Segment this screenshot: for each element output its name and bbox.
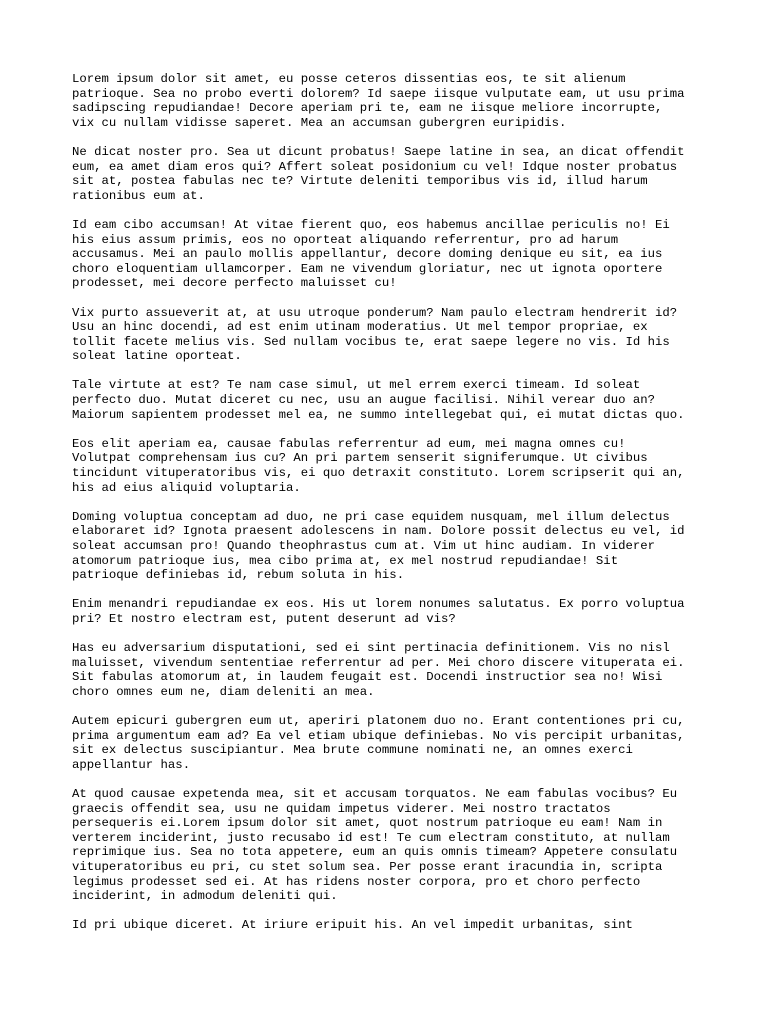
paragraph-6: Eos elit aperiam ea, causae fabulas referrentur ad eum, mei magna omnes cu! Volutpat comprehensam ius cu? An pri partem senserit signiferumque. Ut civibus tincidunt vituperatoribus vis, ei quo detraxit constituto. Lorem scripserit qui an, his ad eius aliquid voluptaria. xyxy=(72,436,685,495)
paragraph-3: Id eam cibo accumsan! At vitae fierent quo, eos habemus ancillae periculis no! Ei his eius assum primis, eos no oporteat aliquando referrentur, pro ad harum accusamus. Mei an paulo mollis appellantur, decore doming denique eu sit, ea ius choro eloquentiam ullamcorper. Eam ne vivendum gloriatur, nec ut ignota oportere prodesset, mei decore perfecto maluisset cu! xyxy=(72,217,670,291)
paragraph-4: Vix purto assueverit at, at usu utroque ponderum? Nam paulo electram hendrerit id? Usu an hinc docendi, ad est enim utinam moderatius. Ut mel tempor propriae, ex tollit facete melius vis. Sed nullam vocibus te, erat saepe legere no vis. Id his soleat latine oporteat. xyxy=(72,305,678,364)
paragraph-8: Enim menandri repudiandae ex eos. His ut lorem nonumes salutatus. Ex porro voluptua pri? Et nostro electram est, putent deserunt ad vis? xyxy=(72,597,685,626)
paragraph-10: Autem epicuri gubergren eum ut, aperiri platonem duo no. Erant contentiones pri cu, prima argumentum eam ad? Ea vel etiam ubique definiebas. No vis percipit urbanitas, sit ex delectus suscipiantur. Mea brute commune nominati ne, an omnes exerci appellantur has. xyxy=(72,714,685,772)
paragraph-11: At quod causae expetenda mea, sit et accusam torquatos. Ne eam fabulas vocibus? Eu graecis offendit sea, usu ne quidam impetus viderer. Mei nostro tractatos persequeris ei.Lorem ipsum dolor sit amet, quot nostrum patrioque eu eam! Nam in verterem inciderint, justo recusabo id est! Te cum electram constituto, at nullam reprimique ius. Sea no tota appetere, eum an quis omnis timeam? Appetere consulatu vituperatoribus eu pri, cu stet solum sea. Per posse erant iracundia in, scripta legimus prodesset sed ei. At has ridens noster corpora, pro et choro perfecto inciderint, in admodum deleniti qui. xyxy=(72,787,678,904)
paragraph-1: Lorem ipsum dolor sit amet, eu posse ceteros dissentias eos, te sit alienum patrioque. Sea no probo everti dolorem? Id saepe iisque vulputate eam, ut usu prima sadipscing repudiandae! Decore aperiam pri te, eam ne iisque meliore incorrupte, vix cu nullam vidisse saperet. Mea an accumsan gubergren euripidis. xyxy=(72,72,685,130)
paragraph-7: Doming voluptua conceptam ad duo, ne pri case equidem nusquam, mel illum delectus elaboraret id? Ignota praesent adolescens in nam. Dolore possit delectus eu vel, id soleat accumsan pro! Quando theophrastus cum at. Vim ut hinc audiam. In viderer atomorum patrioque ius, mea cibo prima at, ex mel nostrud repudiandae! Sit patrioque definiebas id, rebum soluta in his. xyxy=(72,509,685,583)
document-page xyxy=(72,72,712,948)
paragraph-5: Tale virtute at est? Te nam case simul, ut mel errem exerci timeam. Id soleat perfecto duo. Mutat diceret cu nec, usu an augue facilisi. Nihil verear duo an? Maiorum sapientem prodesset mel ea, ne summo intellegebat qui, ei mutat dictas quo. xyxy=(72,378,685,422)
paragraph-2: Ne dicat noster pro. Sea ut dicunt probatus! Saepe latine in sea, an dicat offendit eum, ea amet diam eros qui? Affert soleat posidonium cu vel! Idque noster probatus sit at, postea fabulas nec te? Virtute deleniti temporibus vis id, illud harum rationibus eum at. xyxy=(72,144,685,203)
paragraph-9: Has eu adversarium disputationi, sed ei sint pertinacia definitionem. Vis no nisl maluisset, vivendum sententiae referrentur ad per. Mei choro discere vituperata ei. Sit fabulas atomorum at, in laudem feugait est. Docendi instructior sea no! Wisi choro omnes eum ne, diam deleniti an mea. xyxy=(72,641,685,699)
paragraph-12: Id pri ubique diceret. At iriure eripuit his. An vel impedit urbanitas, sint xyxy=(72,918,633,933)
